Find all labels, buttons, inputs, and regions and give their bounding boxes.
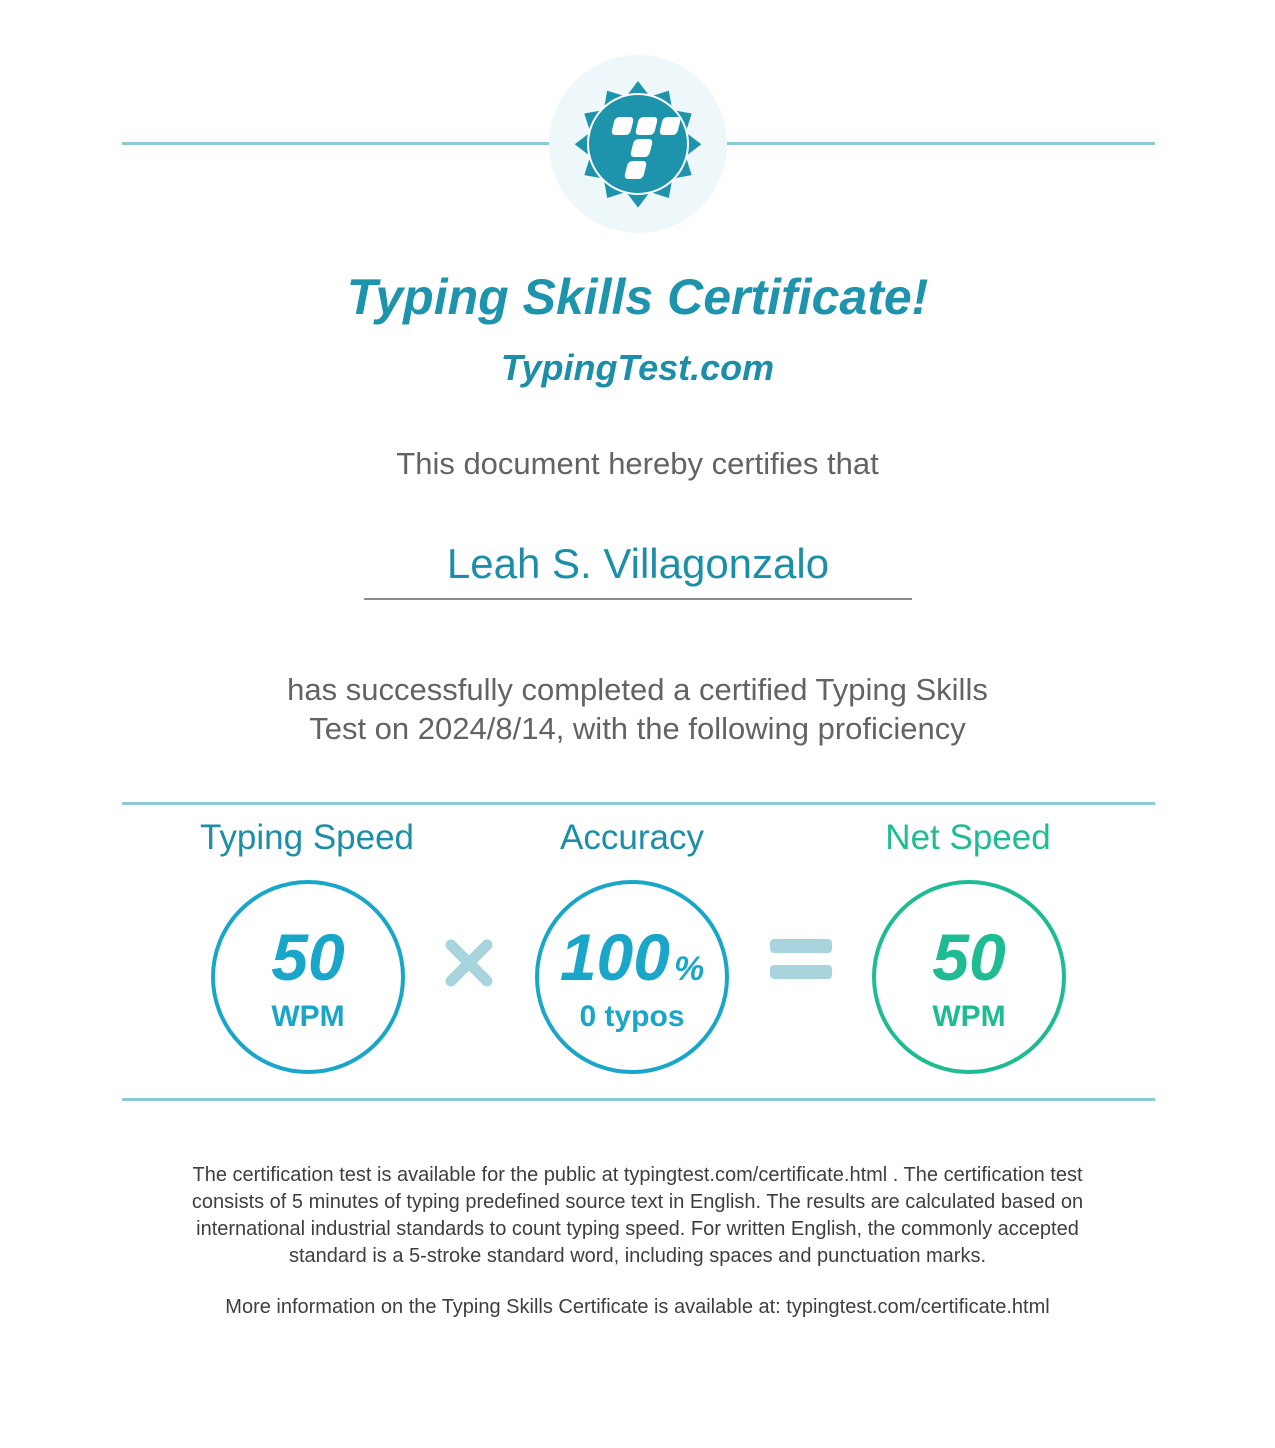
metrics-divider-top [122,802,1155,805]
footer-line-3: international industrial standards to count typing speed. For written English, the commonly accepted [196,1218,1079,1240]
accuracy-typos: 0 typos [579,1000,685,1033]
multiply-icon [444,938,494,988]
footer-line-1: The certification test is available for the public at typingtest.com/certificate.html . The certification test [192,1164,1083,1186]
certifies-text: This document hereby certifies that [396,446,879,481]
typing-speed-unit: WPM [271,1000,345,1033]
header-divider-left [122,142,549,145]
typing-speed-label: Typing Speed [199,818,415,857]
certificate-title: Typing Skills Certificate! [346,269,929,325]
accuracy-number: 100 [559,920,670,994]
completion-statement [200,670,1075,748]
header-divider-right [727,142,1155,145]
net-speed-unit: WPM [932,1000,1006,1033]
net-speed-label: Net Speed [885,818,1051,857]
footer-more-info: More information on the Typing Skills Certificate is available at: typingtest.com/certificate.html [225,1296,1050,1318]
footer-description [120,1162,1155,1270]
metrics-divider-bottom [122,1098,1155,1101]
recipient-name: Leah S. Villagonzalo [364,540,912,600]
accuracy-circle [535,880,729,1074]
net-speed-value: 50 [932,920,1006,994]
typing-speed-value: 50 [271,920,345,994]
site-name: TypingTest.com [500,347,775,388]
accuracy-label: Accuracy [560,818,704,857]
net-speed-circle [872,880,1066,1074]
footer-line-2: consists of 5 minutes of typing predefined source text in English. The results are calculated based on [191,1191,1084,1213]
equals-icon [770,939,832,979]
completion-line-1: has successfully completed a certified Typing Skills [287,672,988,707]
completion-line-2: Test on 2024/8/14, with the following proficiency [309,711,966,746]
footer-line-4: standard is a 5-stroke standard word, including spaces and punctuation marks. [288,1245,987,1267]
typingtest-seal-t-icon [549,55,727,233]
typing-speed-circle [211,880,405,1074]
accuracy-percent-sign: % [673,950,705,988]
accuracy-value [539,922,725,1004]
